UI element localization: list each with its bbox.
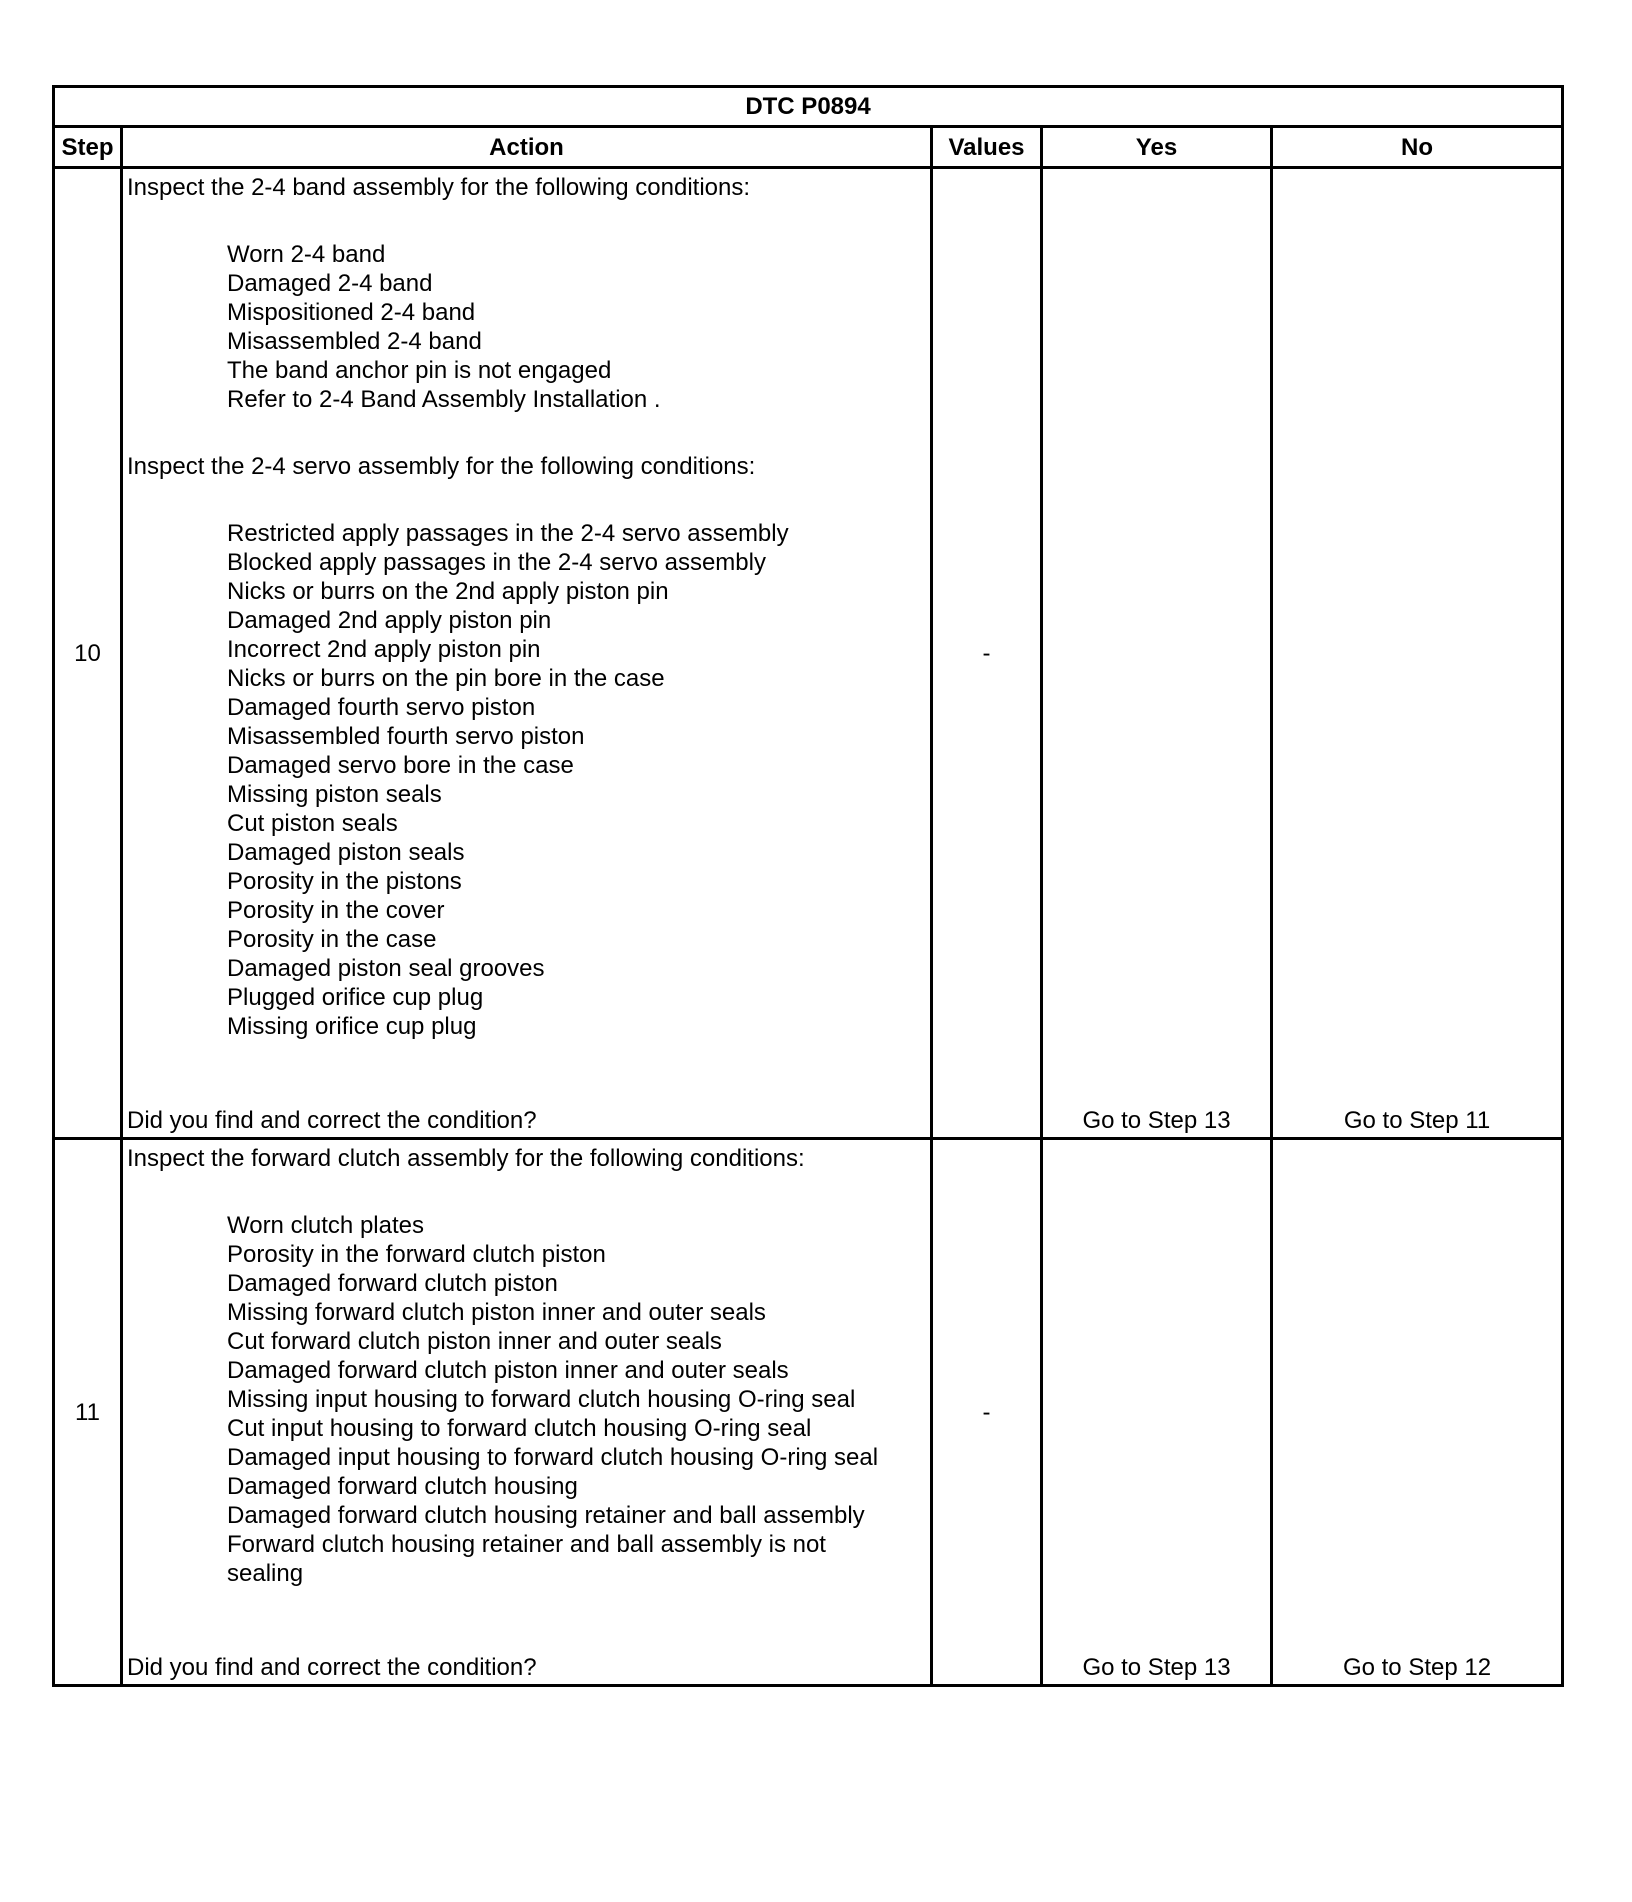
yes-result: Go to Step 13 <box>1042 168 1272 1139</box>
list-item: Porosity in the pistons <box>227 868 462 895</box>
condition-list <box>123 1211 930 1588</box>
action-cell <box>122 168 932 1139</box>
table-title: DTC P0894 <box>54 87 1563 127</box>
condition-list-2 <box>123 519 930 1041</box>
list-item: Missing input housing to forward clutch housing O-ring seal <box>227 1386 856 1413</box>
list-item: Incorrect 2nd apply piston pin <box>227 636 541 663</box>
condition-list <box>123 240 930 385</box>
list-item: Damaged piston seal grooves <box>227 955 545 982</box>
list-item: Damaged forward clutch housing <box>227 1473 578 1500</box>
header-action: Action <box>122 127 932 168</box>
header-yes: Yes <box>1042 127 1272 168</box>
header-values: Values <box>932 127 1042 168</box>
header-row <box>54 127 1563 168</box>
list-item: Missing piston seals <box>227 781 442 808</box>
list-item: Damaged servo bore in the case <box>227 752 574 779</box>
list-item: Misassembled fourth servo piston <box>227 723 585 750</box>
list-item: Damaged input housing to forward clutch housing O-ring seal <box>227 1444 879 1471</box>
header-no: No <box>1272 127 1563 168</box>
list-item: Damaged piston seals <box>227 839 465 866</box>
refer-text: Refer to 2-4 Band Assembly Installation . <box>227 386 661 413</box>
list-item: Damaged forward clutch piston <box>227 1270 558 1297</box>
question-text: Did you find and correct the condition? <box>127 1107 537 1134</box>
list-item: Nicks or burrs on the 2nd apply piston pin <box>227 578 669 605</box>
list-item: Worn 2-4 band <box>227 241 386 268</box>
list-item: Blocked apply passages in the 2-4 servo assembly <box>227 549 766 576</box>
list-item: Misassembled 2-4 band <box>227 328 482 355</box>
values-cell: - <box>932 1139 1042 1686</box>
no-result: Go to Step 11 <box>1272 168 1563 1139</box>
step-number: 11 <box>54 1139 122 1686</box>
list-item: Porosity in the case <box>227 926 437 953</box>
list-item: The band anchor pin is not engaged <box>227 357 612 384</box>
list-item: Porosity in the cover <box>227 897 445 924</box>
list-item: Porosity in the forward clutch piston <box>227 1241 606 1268</box>
action-intro-2: Inspect the 2-4 servo assembly for the following conditions: <box>127 453 756 480</box>
list-item: Nicks or burrs on the pin bore in the case <box>227 665 665 692</box>
list-item: Cut piston seals <box>227 810 398 837</box>
list-item: Cut input housing to forward clutch housing O-ring seal <box>227 1415 812 1442</box>
title-row <box>54 87 1563 127</box>
table-row-step-10 <box>54 168 1563 1139</box>
values-cell: - <box>932 168 1042 1139</box>
list-item: Damaged forward clutch housing retainer and ball assembly <box>227 1502 865 1529</box>
list-item: Damaged 2-4 band <box>227 270 433 297</box>
action-intro: Inspect the forward clutch assembly for the following conditions: <box>127 1145 805 1172</box>
table-row-step-11 <box>54 1139 1563 1686</box>
list-item: Mispositioned 2-4 band <box>227 299 476 326</box>
header-step: Step <box>54 127 122 168</box>
action-content <box>123 1140 930 1684</box>
action-content <box>123 169 930 1137</box>
list-item: Damaged 2nd apply piston pin <box>227 607 552 634</box>
action-cell <box>122 1139 932 1686</box>
question-text: Did you find and correct the condition? <box>127 1654 537 1681</box>
list-item: Restricted apply passages in the 2-4 servo assembly <box>227 520 789 547</box>
yes-result: Go to Step 13 <box>1042 1139 1272 1686</box>
action-intro: Inspect the 2-4 band assembly for the following conditions: <box>127 174 751 201</box>
list-item: Worn clutch plates <box>227 1212 424 1239</box>
list-item: Forward clutch housing retainer and ball assembly is not sealing <box>227 1531 826 1587</box>
diagnostic-table <box>52 85 1564 1687</box>
no-result: Go to Step 12 <box>1272 1139 1563 1686</box>
list-item: Damaged fourth servo piston <box>227 694 536 721</box>
list-item: Damaged forward clutch piston inner and outer seals <box>227 1357 789 1384</box>
step-number: 10 <box>54 168 122 1139</box>
list-item: Plugged orifice cup plug <box>227 984 484 1011</box>
list-item: Cut forward clutch piston inner and outer seals <box>227 1328 722 1355</box>
list-item: Missing forward clutch piston inner and outer seals <box>227 1299 766 1326</box>
list-item: Missing orifice cup plug <box>227 1013 477 1040</box>
